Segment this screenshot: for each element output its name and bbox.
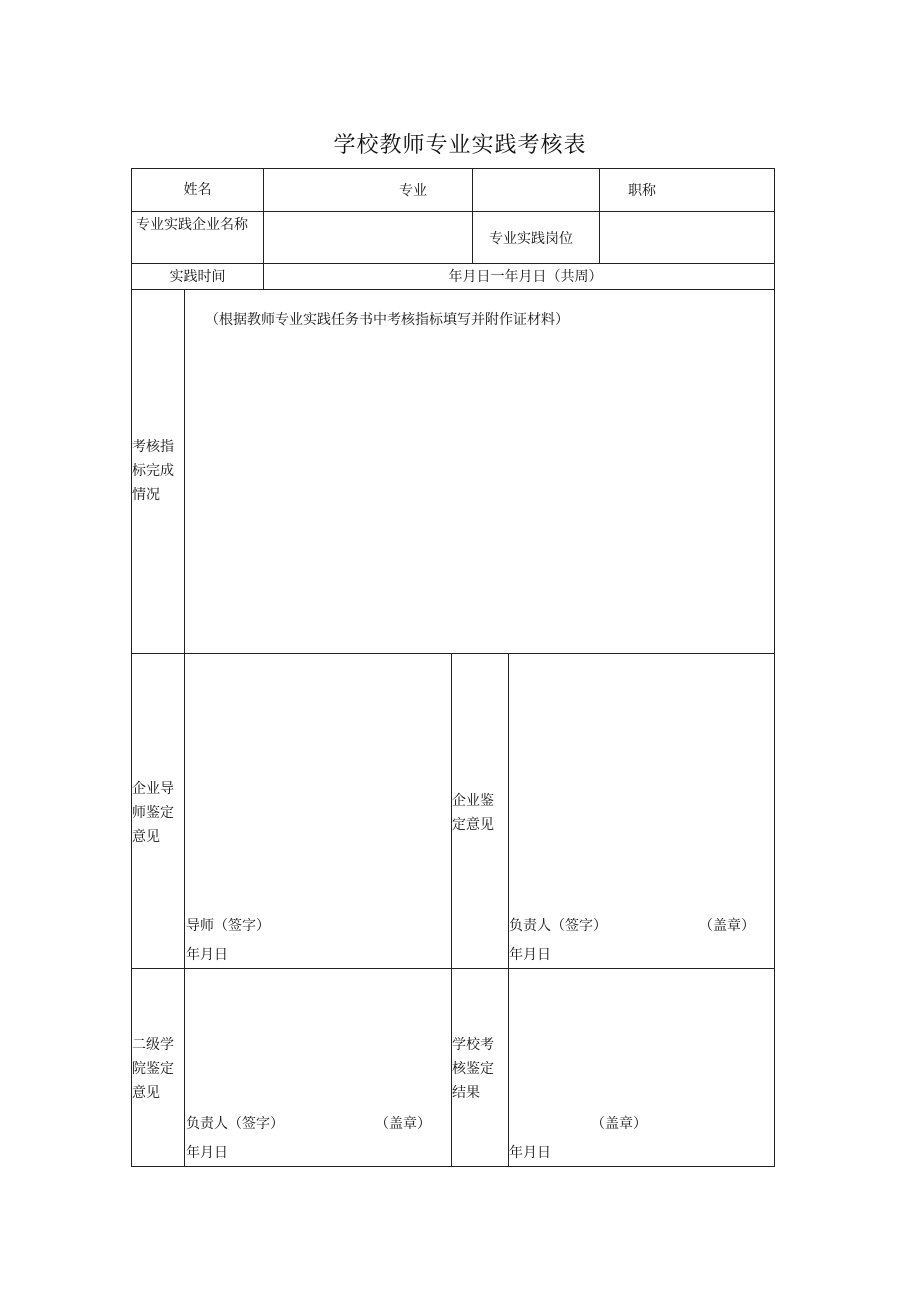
college-sign: 负责人（签字） — [186, 1116, 284, 1132]
college-seal: （盖章） — [375, 1116, 431, 1132]
form-title: 学校教师专业实践考核表 — [333, 133, 587, 158]
college-label-cell — [131, 968, 185, 1167]
assessment-label: 考核指 标完成 情况 — [132, 439, 174, 503]
major-label: 专业 — [399, 183, 427, 199]
college-label: 二级学 院鉴定 意见 — [132, 1037, 174, 1101]
company-opinion-field[interactable] — [508, 653, 775, 969]
company-seal: （盖章） — [699, 918, 755, 934]
mentor-date: 年月日 — [186, 947, 228, 963]
assessment-hint: （根据教师专业实践任务书中考核指标填写并附作证材料） — [205, 312, 569, 328]
school-date: 年月日 — [509, 1145, 551, 1161]
title-label: 职称 — [628, 183, 656, 199]
time-label-cell — [131, 263, 264, 290]
school-label-cell — [451, 968, 509, 1167]
college-date: 年月日 — [186, 1145, 228, 1161]
school-result-field[interactable] — [508, 968, 775, 1167]
post-label: 专业实践岗位 — [489, 231, 573, 247]
time-value-field[interactable] — [263, 263, 775, 290]
school-seal: （盖章） — [591, 1116, 647, 1132]
company-opinion-label: 企业鉴 定意见 — [452, 793, 494, 833]
time-label: 实践时间 — [169, 268, 226, 285]
college-opinion-field[interactable] — [184, 968, 452, 1167]
company-opinion-label-cell — [451, 653, 509, 969]
mentor-label: 企业导 师鉴定 意见 — [132, 781, 174, 845]
name-major-field[interactable] — [263, 168, 473, 212]
title-label-cell — [599, 168, 775, 212]
company-date: 年月日 — [509, 947, 551, 963]
company-label: 专业实践企业名称 — [136, 217, 248, 233]
school-label: 学校考 核鉴定 结果 — [452, 1037, 494, 1101]
company-label-cell — [131, 211, 264, 264]
mentor-opinion-field[interactable] — [184, 653, 452, 969]
mentor-sign: 导师（签字） — [186, 918, 270, 934]
name-label: 姓名 — [183, 182, 212, 198]
major-value-field[interactable] — [472, 168, 600, 212]
post-value-field[interactable] — [599, 211, 775, 264]
name-label-cell — [131, 168, 264, 212]
time-value: 年月日一年月日（共周） — [448, 268, 603, 285]
assessment-content-field[interactable] — [184, 289, 775, 654]
company-sign: 负责人（签字） — [509, 918, 607, 934]
post-label-cell — [472, 211, 600, 264]
mentor-label-cell — [131, 653, 185, 969]
company-name-field[interactable] — [263, 211, 473, 264]
assessment-label-cell — [131, 289, 185, 654]
